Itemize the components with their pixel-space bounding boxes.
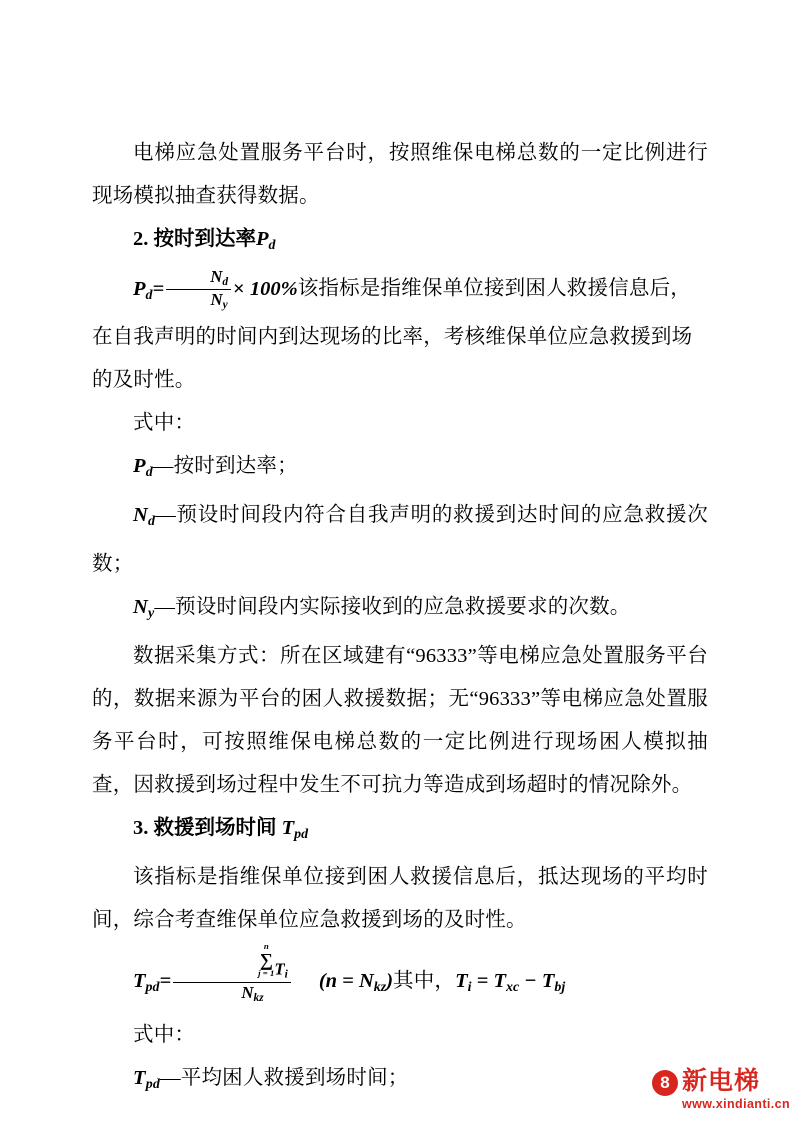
paragraph-2: 该指标是指维保单位接到困人救援信息后，在自我声明的时间内到达现场的比率，考核维保单位应急救援到场的及时性。 (92, 277, 693, 392)
paragraph-9: 式中： (133, 1024, 196, 1047)
heading-3-label: 救援到场时间 (153, 817, 277, 840)
paragraph-3: 式中： (133, 412, 196, 435)
watermark (652, 1066, 791, 1114)
heading-3-number: 3. (133, 817, 149, 840)
heading-item-2 (92, 218, 708, 267)
document-body (92, 132, 708, 1106)
paragraph-5 (92, 494, 708, 586)
heading-2-symbol: $P_d$ (256, 228, 276, 253)
paragraph-6-text: —预设时间段内实际接收到的应急救援要求的次数。 (154, 596, 631, 619)
paragraph-5-text: —预设时间段内符合自我声明的救援到达时间的应急救援次数； (92, 504, 708, 576)
paragraph-1: 电梯应急处置服务平台时，按照维保电梯总数的一定比例进行现场模拟抽查获得数据。 (92, 142, 708, 207)
paragraph-8: 该指标是指维保单位接到困人救援信息后，抵达现场的平均时间，综合考查维保单位应急救援到场的及时性。 (92, 866, 708, 932)
watermark-url: www.xindianti.cn (682, 1097, 791, 1111)
paragraph-6 (92, 586, 708, 635)
watermark-title: 新电梯 (682, 1067, 761, 1095)
formula-tpd-tail: 其中， (393, 970, 456, 993)
symbol-nd: $N_d$ (133, 504, 156, 530)
heading-3-symbol: $T_{pd}$ (281, 817, 309, 843)
paragraph-4-text: —按时到达率； (152, 455, 298, 478)
formula-ti: $T_i = T_{xc} - T_{bj}$ (455, 970, 566, 996)
formula-tpd: $T_{pd}=$ n ∑ j = 1 $T_i$ $N_{kz}$ $(n = N_{kz})$ (133, 941, 394, 1005)
watermark-badge-icon: 8 (652, 1070, 678, 1096)
formula-tpd-line (92, 942, 708, 1014)
formula-pd: $P_d=$ $\frac{N_d}{N_y}$ × 100% (133, 266, 298, 312)
heading-item-3 (92, 807, 708, 856)
heading-2-label: 按时到达率 (153, 228, 256, 250)
symbol-ny: $N_y$ (133, 596, 155, 622)
heading-2-number: 2. (133, 228, 149, 250)
paragraph-7: 数据采集方式：所在区域建有“96333”等电梯应急处置服务平台的，数据来源为平台的困人救援数据；无“96333”等电梯应急处置服务平台时，可按照维保电梯总数的一定比例进行现场困人模拟抽查，因救援到场过程中发生不可抗力等造成到场超时的情况除外。 (92, 645, 708, 797)
paragraph-10 (92, 1057, 708, 1106)
symbol-pd: $P_d$ (133, 455, 153, 481)
formula-pd-line (92, 267, 708, 403)
symbol-tpd: $T_{pd}$ (133, 1067, 161, 1093)
paragraph-4 (92, 445, 708, 494)
paragraph-10-text: —平均困人救援到场时间； (160, 1067, 409, 1090)
